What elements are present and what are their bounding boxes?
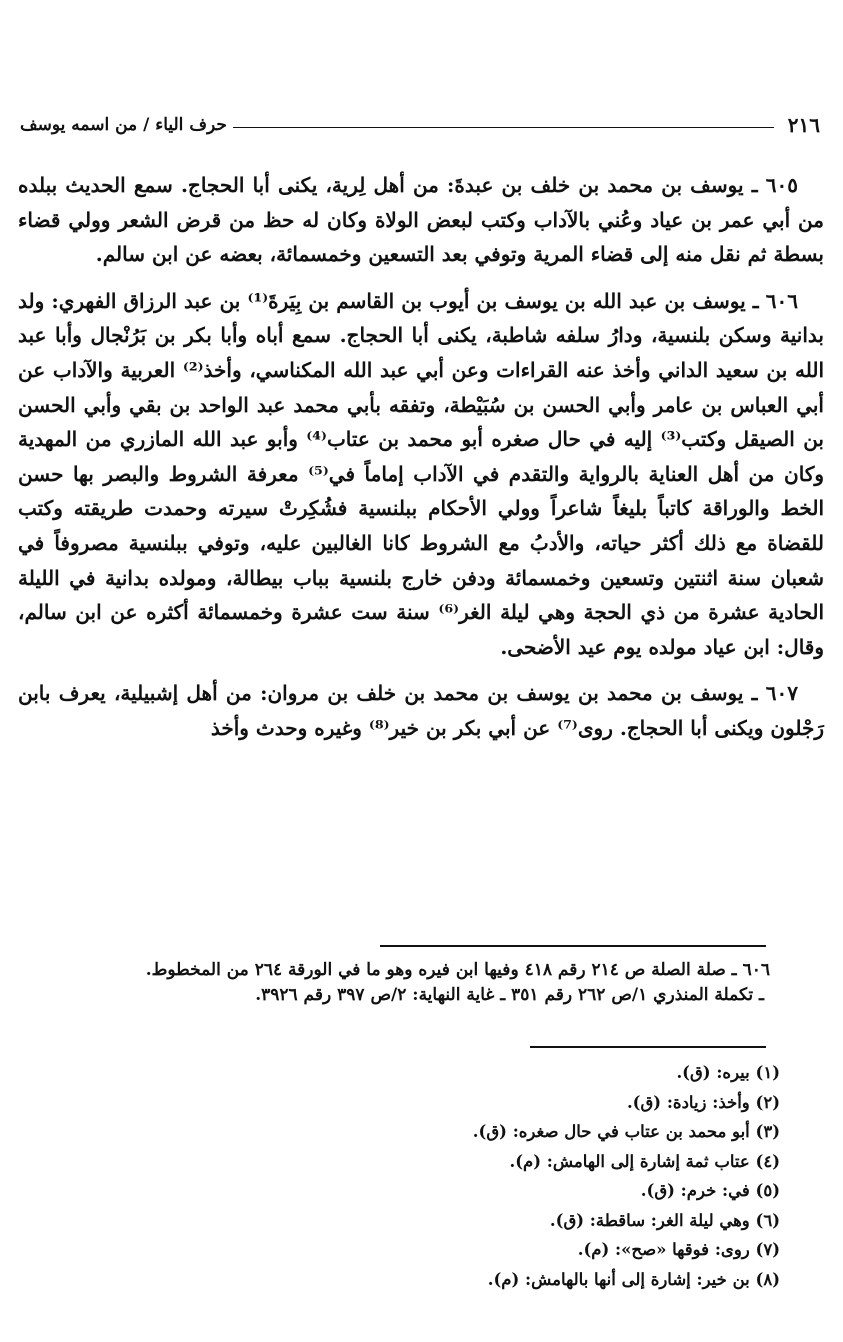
- running-header: [20, 110, 820, 140]
- footnotes-divider: [530, 1046, 766, 1048]
- source-notes-divider: [380, 945, 766, 947]
- footnote-5: (٥) في: خرم: (ق).: [640, 1181, 780, 1200]
- source-note: ـ تكملة المنذري ١/ص ٢٦٢ رقم ٣٥١ ـ غاية النهاية: ٢/ص ٣٩٧ رقم ٣٩٢٦.: [255, 985, 764, 1005]
- footnote-8: (٨) بن خير: إشارة إلى أنها بالهامش: (م).: [487, 1269, 780, 1289]
- footnote-3: (٣) أبو محمد بن عتاب في حال صغره: (ق).: [472, 1122, 780, 1141]
- entry-605: [18, 168, 824, 272]
- footnote-2: (٢) وأخذ: زيادة: (ق).: [626, 1092, 780, 1112]
- page-number: ٢١٦: [787, 113, 820, 137]
- source-notes: [28, 958, 770, 1008]
- entry-text: ٦٠٦ ـ يوسف بن عبد الله بن يوسف بن أيوب بن القاسم بن بِيَرةَ⁽¹⁾ بن عبد الرزاق الفهري: ولد بدانية وسكن بلنسية، ودارُ سلفه شاطبة، يكنى أبا الحجاج. سمع أباه وأبا بكر بن بَرُنْجال وأبا عبد الله بن سعيد الداني وأخذ عنه القراءات وعن أبي عبد الله المكناسي، وأخذ⁽²⁾ العربية والآداب عن أبي العباس بن عامر وأبي الحسن بن سُبَيْطة، وتفقه بأبي محمد عبد الواحد بن بقي وأبي الحسن بن الصيقل وكتب⁽³⁾ إليه في حال صغره أبو محمد بن عتاب⁽⁴⁾ وأبو عبد الله المازري من المهدية وكان من أهل العناية بالرواية والتقدم في الآداب إماماً في⁽⁵⁾ معرفة الشروط والبصر بها حسن الخط والوراقة كاتباً بليغاً شاعراً وولي الأحكام ببلنسية فشُكِرتْ سيرته وحمدت طريقته وكتب للقضاة مع ذلك أكثر حياته، والأدبُ مع الشروط كانا الغالبين عليه، وتوفي ببلنسية مصروفاً في شعبان سنة اثنتين وتسعين وخمسمائة ودفن خارج بلنسية بباب بيطالة، ومولده بدانية في الليلة الحادية عشرة من ذي الحجة وهي ليلة الغر⁽⁶⁾ سنة ست عشرة وخمسمائة أكثره عن ابن سالم، وقال: ابن عياد مولده يوم عيد الأضحى.: [18, 288, 825, 659]
- entry-text: ٦٠٥ ـ يوسف بن محمد بن خلف بن عبدةَ: من أهل لِرية، يكنى أبا الحجاج. سمع الحديث ببلده من أبي عمر بن عياد وعُني بالآداب وكتب لبعض الولاة وكان له حظ من قرض الشعر وولي قضاء بسطة ثم نقل منه إلى قضاء المرية وتوفي بعد التسعين وخمسمائة، بعضه عن ابن سالم.: [18, 173, 824, 267]
- source-note: ٦٠٦ ـ صلة الصلة ص ٢١٤ رقم ٤١٨ وفيها ابن فيره وهو ما في الورقة ٢٦٤ من المخطوط.: [145, 960, 770, 980]
- section-title: حرف الياء / من اسمه يوسف: [20, 115, 227, 135]
- entry-text: ٦٠٧ ـ يوسف بن محمد بن يوسف بن محمد بن خلف بن مروان: من أهل إشبيلية، يعرف بابن رَجْلون ويكنى أبا الحجاج. روى⁽⁷⁾ عن أبي بكر بن خير⁽⁸⁾ وغيره وحدث وأخذ: [18, 681, 824, 740]
- main-text: [18, 168, 824, 758]
- entry-607: [18, 676, 824, 745]
- footnotes: [300, 1058, 780, 1294]
- footnote-6: (٦) وهي ليلة الغر: ساقطة: (ق).: [549, 1210, 780, 1230]
- footnote-1: (١) بيره: (ق).: [676, 1063, 780, 1082]
- footnote-7: (٧) روى: فوقها «صح»: (م).: [577, 1240, 780, 1259]
- entry-606: [18, 284, 824, 665]
- header-rule: [233, 127, 774, 128]
- footnote-4: (٤) عتاب ثمة إشارة إلى الهامش: (م).: [509, 1151, 780, 1171]
